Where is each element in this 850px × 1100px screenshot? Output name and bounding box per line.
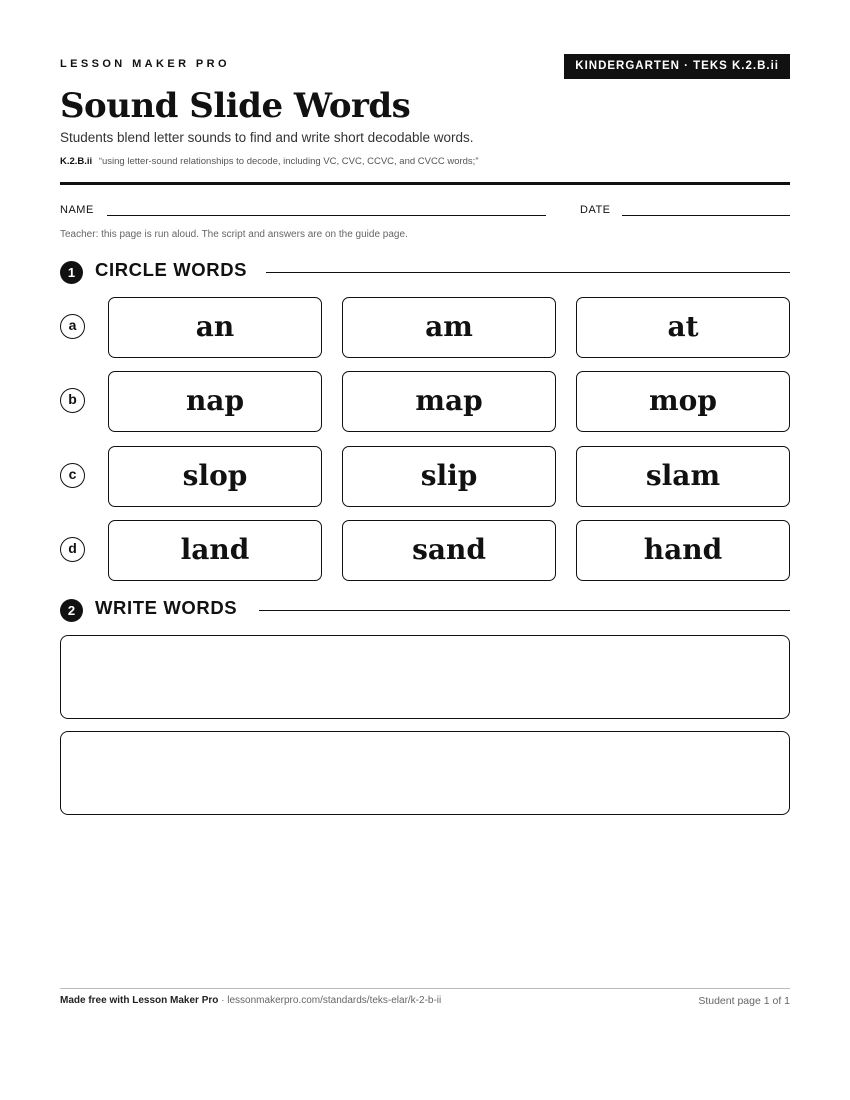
word-card[interactable]: map	[342, 371, 556, 432]
word-card[interactable]: an	[108, 297, 322, 358]
word-row-c	[60, 446, 790, 508]
standard-text: “using letter-sound relationships to decode, including VC, CVC, CCVC, and CVCC words;”	[98, 156, 479, 167]
grade-badge: KINDERGARTEN · TEKS K.2.B.ii	[564, 54, 790, 79]
name-date-row	[60, 204, 790, 220]
worksheet-page	[60, 0, 790, 1100]
word-row-d	[60, 520, 790, 582]
row-letter-badge: c	[60, 463, 85, 488]
page-title: Sound Slide Words	[60, 86, 411, 126]
section-title: WRITE WORDS	[95, 597, 249, 619]
section-number-badge: 2	[60, 599, 83, 622]
name-label: NAME	[60, 204, 94, 216]
word-card[interactable]: at	[576, 297, 790, 358]
section-title: CIRCLE WORDS	[95, 259, 259, 281]
footer-url: · lessonmakerpro.com/standards/teks-elar/k-2-b-ii	[218, 995, 442, 1006]
word-row-a	[60, 297, 790, 359]
word-card[interactable]: land	[108, 520, 322, 581]
word-card[interactable]: mop	[576, 371, 790, 432]
standard-code: K.2.B.ii	[60, 156, 93, 167]
word-card[interactable]: hand	[576, 520, 790, 581]
write-answer-box-2[interactable]	[60, 731, 790, 815]
row-letter-badge: d	[60, 537, 85, 562]
word-card[interactable]: am	[342, 297, 556, 358]
brand-name: LESSON MAKER PRO	[60, 58, 230, 70]
section-rule	[266, 272, 790, 273]
word-card[interactable]: sand	[342, 520, 556, 581]
footer-page-number: Student page 1 of 1	[698, 995, 790, 1007]
footer-maker: Made free with Lesson Maker Pro	[60, 995, 219, 1006]
word-card[interactable]: slop	[108, 446, 322, 507]
write-answer-box-1[interactable]	[60, 635, 790, 719]
teacher-note: Teacher: this page is run aloud. The script and answers are on the guide page.	[60, 229, 408, 240]
row-letter-badge: a	[60, 314, 85, 339]
page-subtitle: Students blend letter sounds to find and write short decodable words.	[60, 130, 474, 145]
date-field[interactable]	[622, 215, 790, 216]
section-circle-words-header	[60, 259, 790, 283]
footer-credit	[60, 995, 441, 1006]
section-write-words-header	[60, 597, 790, 621]
word-card[interactable]: slam	[576, 446, 790, 507]
word-row-b	[60, 371, 790, 433]
footer-divider	[60, 988, 790, 989]
date-label: DATE	[580, 204, 611, 216]
row-letter-badge: b	[60, 388, 85, 413]
section-number-badge: 1	[60, 261, 83, 284]
section-rule	[259, 610, 790, 611]
word-card[interactable]: slip	[342, 446, 556, 507]
name-field[interactable]	[107, 215, 546, 216]
word-card[interactable]: nap	[108, 371, 322, 432]
header-divider	[60, 182, 790, 185]
standard-line	[60, 156, 479, 167]
